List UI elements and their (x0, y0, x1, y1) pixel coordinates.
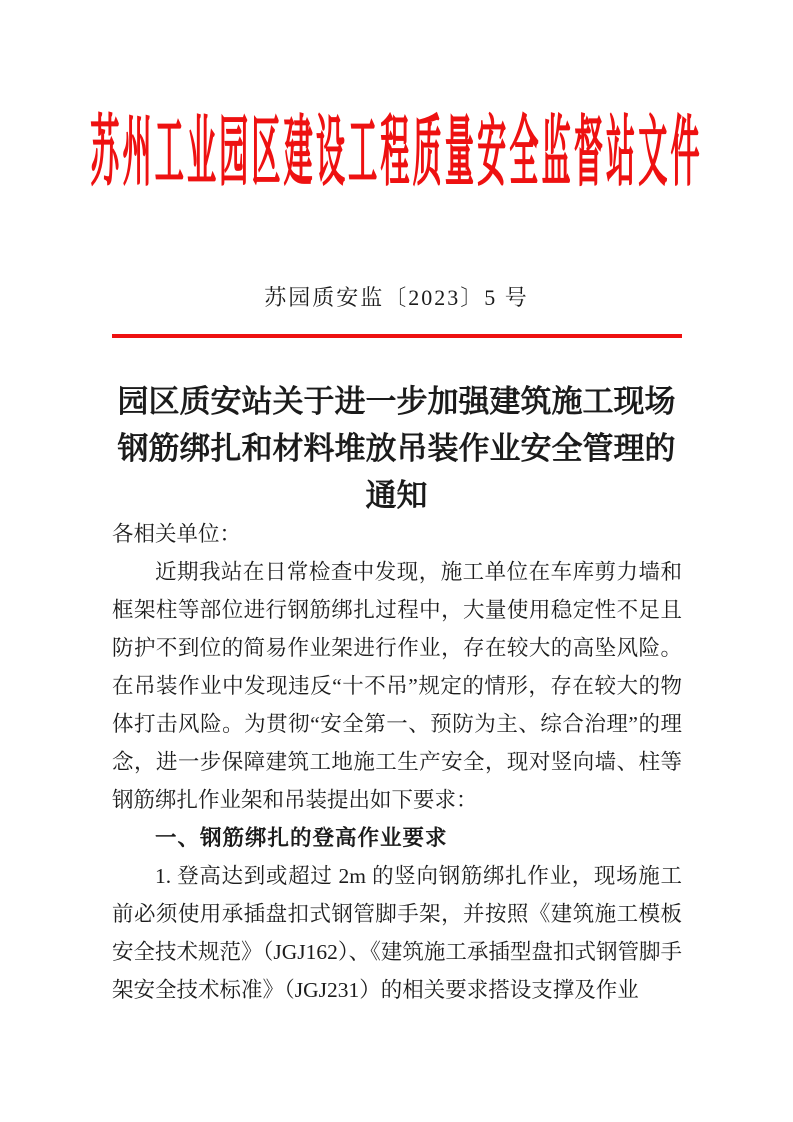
document-number: 苏园质安监〔2023〕5 号 (264, 285, 529, 310)
letterhead (0, 112, 793, 202)
notice-title (50, 378, 743, 519)
document-body (112, 515, 682, 1009)
notice-title-line-3: 通知 (365, 478, 428, 513)
notice-title-line-1: 园区质安站关于进一步加强建筑施工现场 (117, 384, 676, 419)
item-1-paragraph: 1. 登高达到或超过 2m 的竖向钢筋绑扎作业，现场施工前必须使用承插盘扣式钢管脚手架，并按照《建筑施工模板安全技术规范》（JGJ162）、《建筑施工承插型盘扣式钢管脚手架安全技术标准》（JGJ231）的相关要求搭设支撑及作业 (112, 864, 682, 1002)
section-heading-1: 一、钢筋绑扎的登高作业要求 (155, 826, 448, 850)
red-divider-rule (112, 334, 682, 338)
intro-paragraph: 近期我站在日常检查中发现，施工单位在车库剪力墙和框架柱等部位进行钢筋绑扎过程中，大量使用稳定性不足且防护不到位的简易作业架进行作业，存在较大的高坠风险。在吊装作业中发现违反“十不吊”规定的情形，存在较大的物体打击风险。为贯彻“安全第一、预防为主、综合治理”的理念，进一步保障建筑工地施工生产安全，现对竖向墙、柱等钢筋绑扎作业架和吊装提出如下要求： (112, 560, 682, 812)
letterhead-title: 苏州工业园区建设工程质量安全监督站文件 (90, 112, 703, 198)
notice-title-line-2: 钢筋绑扎和材料堆放吊装作业安全管理的 (117, 431, 676, 466)
salutation: 各相关单位： (112, 522, 242, 546)
